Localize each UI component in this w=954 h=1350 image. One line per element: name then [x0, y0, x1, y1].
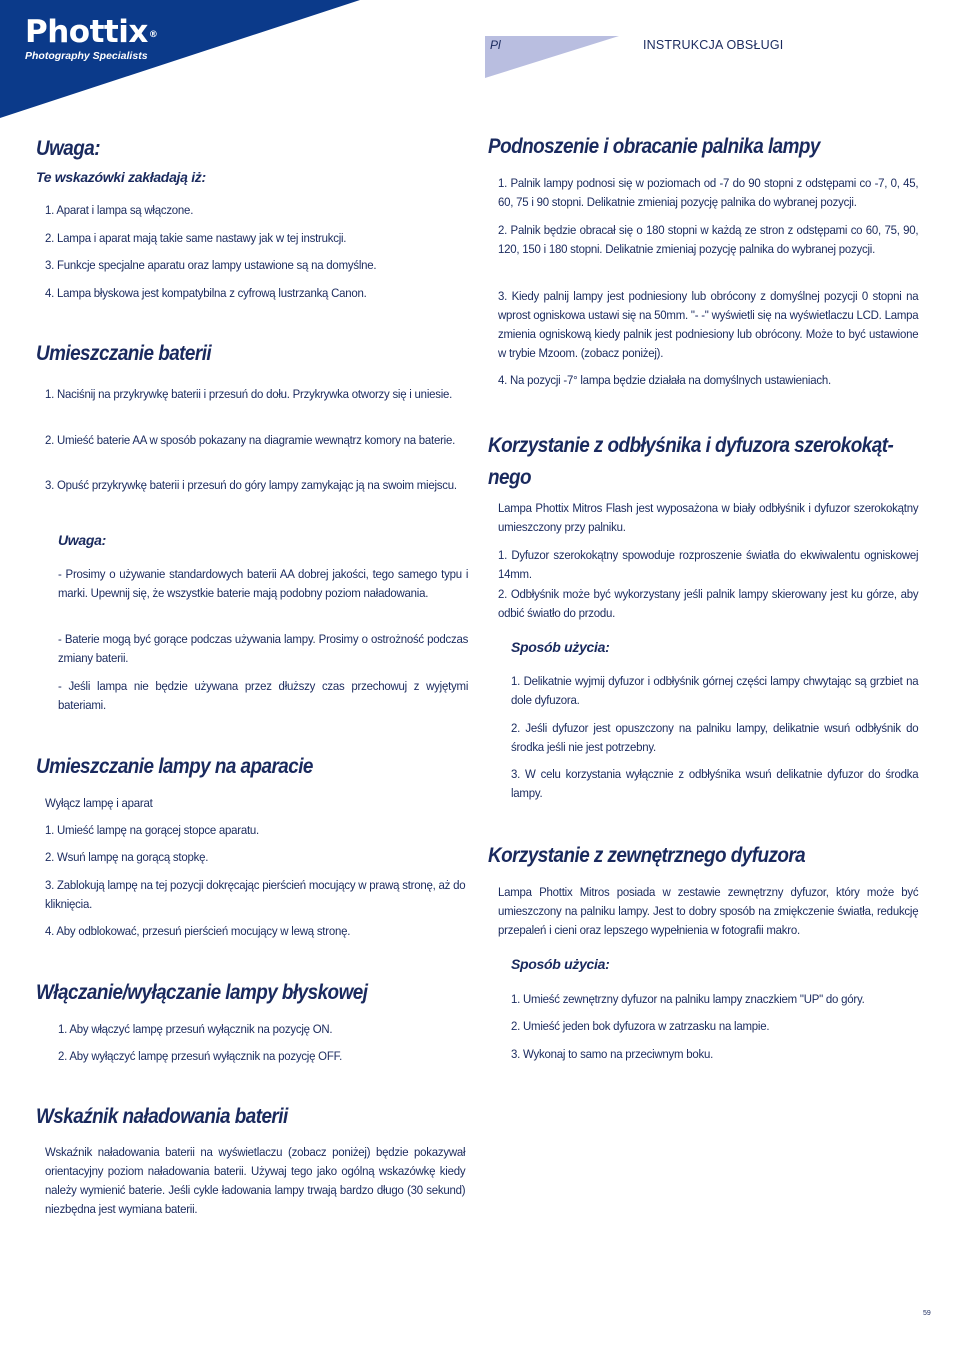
page-number: 59: [923, 1310, 931, 1317]
section-wskaznik-title: Wskaźnik naładowania baterii: [36, 1105, 288, 1128]
section-palnik-title: Podnoszenie i obracanie palnika lampy: [488, 135, 820, 158]
section-baterie-title: Umieszczanie baterii: [36, 342, 212, 365]
list-item: 1. Umieść lampę na gorącej stopce aparatu.: [45, 823, 260, 837]
paragraph: Lampa Phottix Mitros posiada w zestawie zewnętrzny dyfuzor, który może być umieszczony na palniku lampy. Jest to dobry sposób na zmiękczenie światła, redukcję przepaleń i cieni oraz lepszego wypełnienia w fotografii makro.: [498, 885, 919, 937]
section-wlaczanie-title: Włączanie/wyłączanie lampy błyskowej: [36, 981, 368, 1004]
paragraph: Lampa Phottix Mitros Flash jest wyposażona w biały odbłyśnik i dyfuzor szerokokątny umieszczony przy palniku.: [498, 501, 919, 534]
list-item: 1. Dyfuzor szerokokątny spowoduje rozproszenie światła do ekwiwalentu ogniskowej 14mm.: [498, 548, 919, 581]
brand-logo: Phottix®: [25, 14, 158, 50]
list-item: 4. Lampa błyskowa jest kompatybilna z cyfrową lustrzanką Canon.: [45, 286, 367, 300]
list-item: 2. Lampa i aparat mają takie same nastawy jak w tej instrukcji.: [45, 231, 347, 245]
note-item: - Prosimy o używanie standardowych baterii AA dobrej jakości, tego samego typu i marki. Upewnij się, że wszystkie baterie mają podobny poziom naładowania.: [58, 567, 469, 600]
list-item: 2. Aby wyłączyć lampę przesuń wyłącznik na pozycję OFF.: [58, 1049, 343, 1063]
how-to-title: Sposób użycia:: [511, 956, 610, 972]
list-item: 1. Aparat i lampa są włączone.: [45, 203, 194, 217]
list-item: 2. Palnik będzie obracał się o 180 stopni w każdą ze stron z odstępami co 60, 75, 90, 120, 150 i 180 stopni. Delikatnie zmieniaj pozycję palnika do wybranej pozycji.: [498, 223, 919, 256]
paragraph: Wskaźnik naładowania baterii na wyświetlaczu (zobacz poniżej) będzie pokazywał orientacyjny poziom naładowania baterii. Używaj tego jako ogólną wskazówkę kiedy należy wymienić baterie. Jeśli cykle ładowania lampy trwają bardzo długo (30 sekund) niezbędna jest wymiana baterii.: [45, 1145, 466, 1216]
list-item: 4. Aby odblokować, przesuń pierścień mocujący w lewą stronę.: [45, 924, 351, 938]
list-item: 2. Umieść baterie AA w sposób pokazany na diagramie wewnątrz komory na baterie.: [45, 433, 456, 447]
list-item: 1. Palnik lampy podnosi się w poziomach od -7 do 90 stopni z odstępami co -7, 0, 45, 60, 75 i 90 stopni. Delikatnie zmieniaj pozycję palnika do wybranej pozycji.: [498, 176, 919, 209]
list-item: 3. Kiedy palnij lampy jest podniesiony lub obrócony z domyślnej pozycji 0 stopni na wprost ogniskowa ustawi się na 50mm. "- -" wyświetli się na wyświetlaczu LCD. Lampa zmienia ogniskową kiedy palnik jest podniesiony lub obrócony. Może to być ustawione w trybie Mzoom. (zobacz poniżej).: [498, 289, 919, 360]
list-item: 3. Wykonaj to samo na przeciwnym boku.: [511, 1047, 714, 1061]
list-item: 4. Na pozycji -7° lampa będzie działała na domyślnych ustawieniach.: [498, 373, 831, 387]
section-uwaga-title: Uwaga:: [36, 137, 100, 160]
section-odblysnik-title: Korzystanie z odbłyśnika i dyfuzora szerokokąt-nego: [488, 434, 894, 489]
list-item: 3. Funkcje specjalne aparatu oraz lampy ustawione są na domyślne.: [45, 258, 377, 272]
section-aparat-title: Umieszczanie lampy na aparacie: [36, 755, 313, 778]
list-item: 2. Jeśli dyfuzor jest opuszczony na palniku lampy, delikatnie wsuń odbłyśnik do środka jeśli nie jest potrzebny.: [511, 721, 919, 754]
language-code: Pl: [490, 38, 501, 52]
note-title: Uwaga:: [58, 532, 106, 548]
note-item: - Baterie mogą być gorące podczas używania lampy. Prosimy o ostrożność podczas zmiany baterii.: [58, 632, 469, 665]
section-zewnetrzny-title: Korzystanie z zewnętrznego dyfuzora: [488, 844, 806, 867]
list-item: 1. Delikatnie wyjmij dyfuzor i odbłyśnik górnej części lampy chwytając są grzbiet na dole dyfuzora.: [511, 674, 919, 707]
list-item: 2. Wsuń lampę na gorącą stopkę.: [45, 850, 209, 864]
manual-title: INSTRUKCJA OBSŁUGI: [643, 38, 784, 52]
list-item: 1. Aby włączyć lampę przesuń wyłącznik na pozycję ON.: [58, 1022, 333, 1036]
list-item: 3. W celu korzystania wyłącznie z odbłyśnika wsuń delikatnie dyfuzor do środka lampy.: [511, 767, 919, 800]
section-uwaga-subtitle: Te wskazówki zakładają iż:: [36, 169, 206, 185]
language-tab: [485, 36, 619, 78]
list-item: 1. Naciśnij na przykrywkę baterii i przesuń do dołu. Przykrywka otworzy się i uniesie.: [45, 387, 453, 401]
list-item: 3. Opuść przykrywkę baterii i przesuń do góry lampy zamykając ją na swoim miejscu.: [45, 478, 457, 492]
note-item: - Jeśli lampa nie będzie używana przez dłuższy czas przechowuj z wyjętymi bateriami.: [58, 679, 469, 712]
list-item: 1. Umieść zewnętrzny dyfuzor na palniku lampy znaczkiem "UP" do góry.: [511, 992, 865, 1006]
brand-tagline: Photography Specialists: [25, 50, 148, 62]
list-item: Wyłącz lampę i aparat: [45, 796, 153, 810]
list-item: 3. Zablokują lampę na tej pozycji dokręcając pierścień mocujący w prawą stronę, aż do kliknięcia.: [45, 878, 466, 911]
how-to-title: Sposób użycia:: [511, 639, 610, 655]
list-item: 2. Umieść jeden bok dyfuzora w zatrzasku na lampie.: [511, 1019, 770, 1033]
list-item: 2. Odbłyśnik może być wykorzystany jeśli palnik lampy skierowany jest ku górze, aby odbić światło do przodu.: [498, 587, 919, 620]
